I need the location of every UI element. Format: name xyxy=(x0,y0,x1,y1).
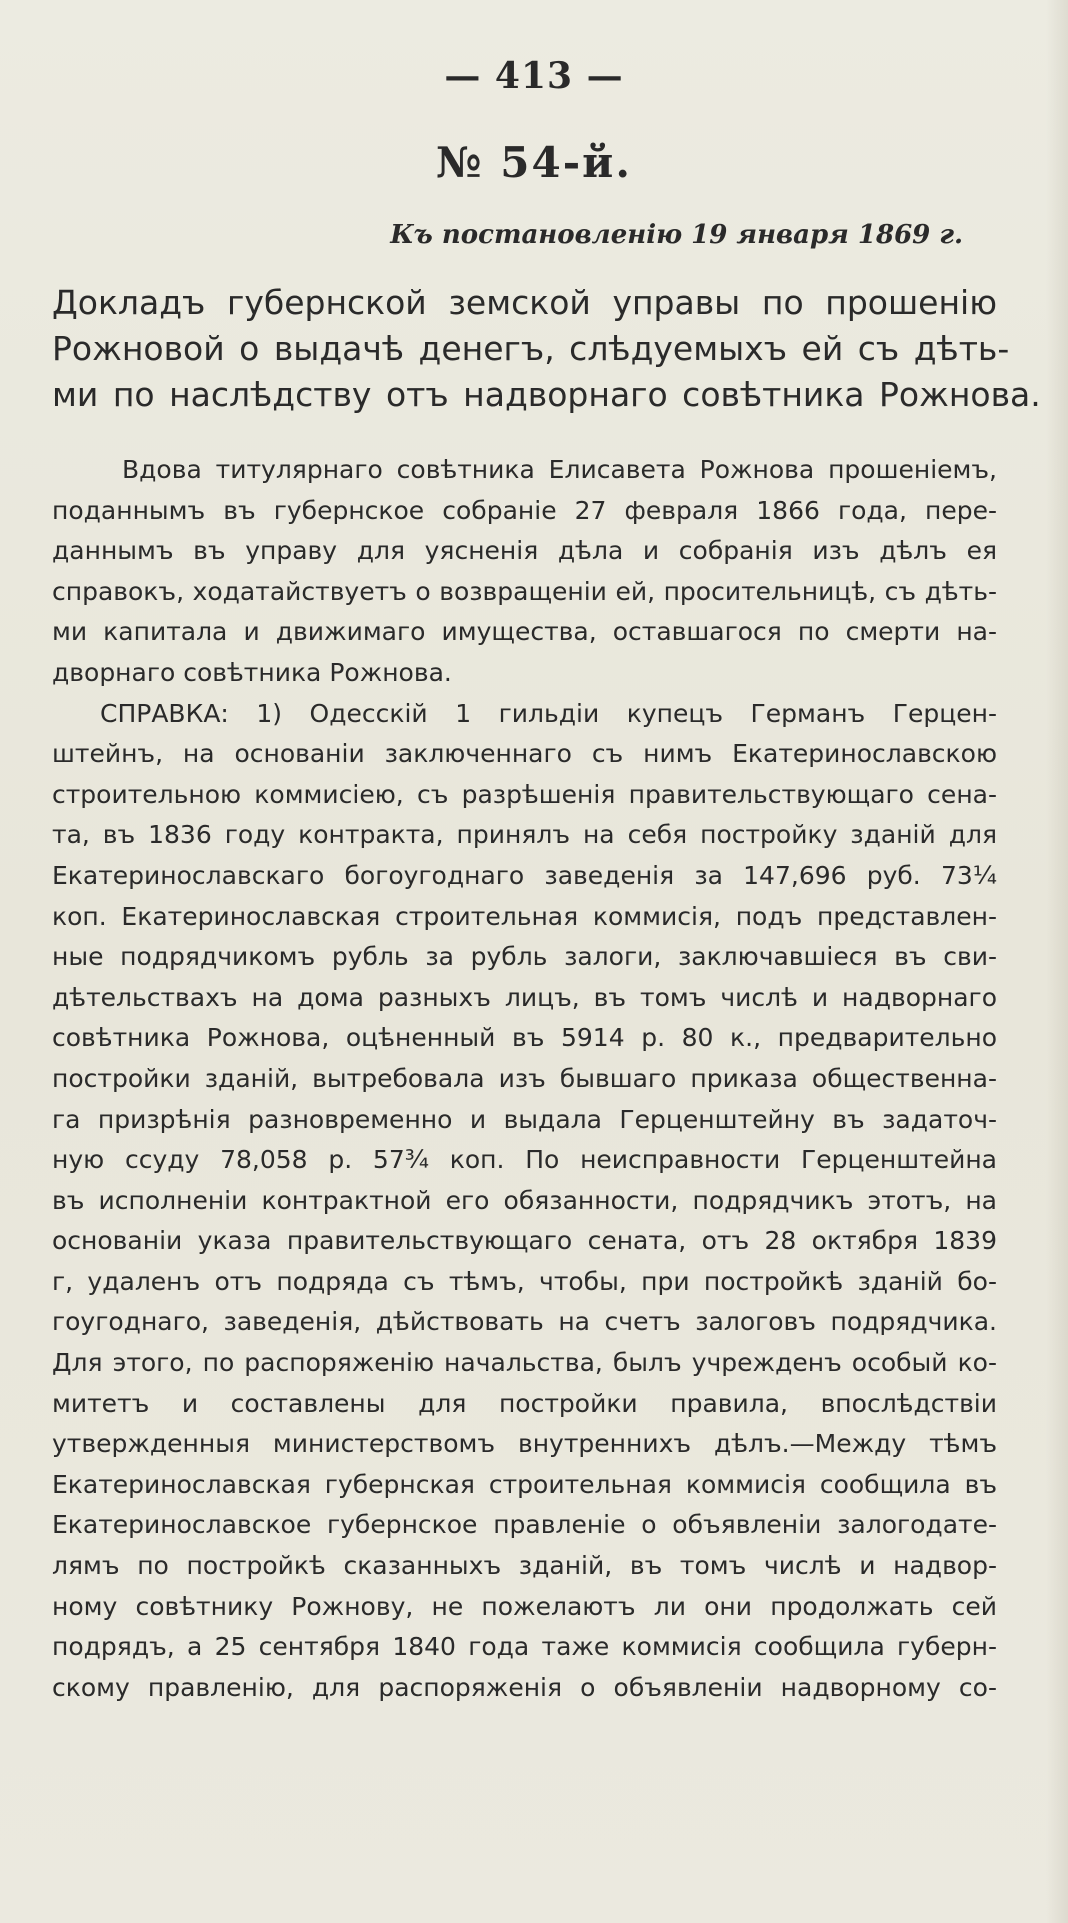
paragraph-line: утвержденныя министерствомъ внутреннихъ дѣлъ.—Между тѣмъ xyxy=(52,1429,997,1459)
page-number: — 413 — xyxy=(444,55,624,97)
paragraph-line: митетъ и составлены для постройки правила, впослѣдствіи xyxy=(52,1388,997,1418)
resolution-reference: Къ постановленію 19 января 1869 г. xyxy=(390,220,963,250)
paragraph-line: ми капитала и движимаго имущества, оставшагося по смерти на- xyxy=(52,617,997,647)
paragraph-line: ному совѣтнику Рожнову, не пожелаютъ ли они продолжать сей xyxy=(52,1591,997,1621)
body-text xyxy=(52,450,997,1708)
paragraph-line: дворнаго совѣтника Рожнова. xyxy=(52,657,452,687)
paragraph-line: даннымъ въ управу для уясненія дѣла и собранія изъ дѣлъ ея xyxy=(52,536,997,566)
paragraph-line: г, удаленъ отъ подряда съ тѣмъ, чтобы, при постройкѣ зданій бо- xyxy=(52,1266,997,1296)
paragraph-line: справокъ, ходатайствуетъ о возвращеніи ей, просительницѣ, съ дѣть- xyxy=(52,576,997,606)
title-line: Рожновой о выдачѣ денегъ, слѣдуемыхъ ей съ дѣть- xyxy=(52,329,1010,368)
paragraph-line: скому правленію, для распоряженія о объявленіи надворному со- xyxy=(52,1672,997,1702)
paragraph-line: постройки зданій, вытребовала изъ бывшаго приказа общественна- xyxy=(52,1063,997,1093)
paragraph-line: га призрѣнія разновременно и выдала Герценштейну въ задаточ- xyxy=(52,1104,997,1134)
paragraph-line: ные подрядчикомъ рубль за рубль залоги, заключавшіеся въ сви- xyxy=(52,942,997,972)
paragraph-line: ную ссуду 78,058 р. 57¾ коп. По неисправности Герценштейна xyxy=(52,1145,997,1175)
title-line: Докладъ губернской земской управы по прошенію xyxy=(52,283,997,322)
paragraph-line: дѣтельствахъ на дома разныхъ лицъ, въ томъ числѣ и надворнаго xyxy=(52,982,997,1012)
paragraph-line: совѣтника Рожнова, оцѣненный въ 5914 р. 80 к., предварительно xyxy=(52,1023,997,1053)
paragraph-line: Для этого, по распоряженію начальства, былъ учрежденъ особый ко- xyxy=(52,1348,997,1378)
paragraph-line: штейнъ, на основаніи заключеннаго съ нимъ Екатеринославскою xyxy=(52,739,997,769)
scan-edge-shadow xyxy=(1046,0,1068,1923)
paragraph-line: та, въ 1836 году контракта, принялъ на себя постройку зданій для xyxy=(52,820,997,850)
paragraph-line: Екатеринославское губернское правленіе о объявленіи залогодате- xyxy=(52,1510,997,1540)
paragraph-line: подрядъ, а 25 сентября 1840 года таже коммисія сообщила губерн- xyxy=(52,1632,997,1662)
paragraph-line: коп. Екатеринославская строительная коммисія, подъ представлен- xyxy=(52,901,997,931)
paragraph-line: основаніи указа правительствующаго сената, отъ 28 октября 1839 xyxy=(52,1226,997,1256)
paragraph-line: въ исполненіи контрактной его обязанности, подрядчикъ этотъ, на xyxy=(52,1185,997,1215)
title-line: ми по наслѣдству отъ надворнаго совѣтника Рожнова. xyxy=(52,375,1041,414)
paragraph-line: СПРАВКА: 1) Одесскій 1 гильдіи купецъ Германъ Герцен- xyxy=(100,698,997,728)
paragraph-line: Вдова титулярнаго совѣтника Елисавета Рожнова прошеніемъ, xyxy=(122,455,997,484)
paragraph-line: лямъ по постройкѣ сказанныхъ зданій, въ томъ числѣ и надвор- xyxy=(52,1551,997,1581)
paragraph-line: гоугоднаго, заведенія, дѣйствовать на счетъ залоговъ подрядчика. xyxy=(52,1307,997,1337)
report-title xyxy=(52,280,1041,418)
document-number: № 54-й. xyxy=(436,138,632,187)
paragraph-line: строительною коммисіею, съ разрѣшенія правительствующаго сена- xyxy=(52,779,997,809)
paragraph-line: Екатеринославская губернская строительная коммисія сообщила въ xyxy=(52,1469,997,1499)
paragraph-line: Екатеринославскаго богоугоднаго заведенія за 147,696 руб. 73¼ xyxy=(52,860,997,890)
paragraph-line: поданнымъ въ губернское собраніе 27 февраля 1866 года, пере- xyxy=(52,495,997,525)
